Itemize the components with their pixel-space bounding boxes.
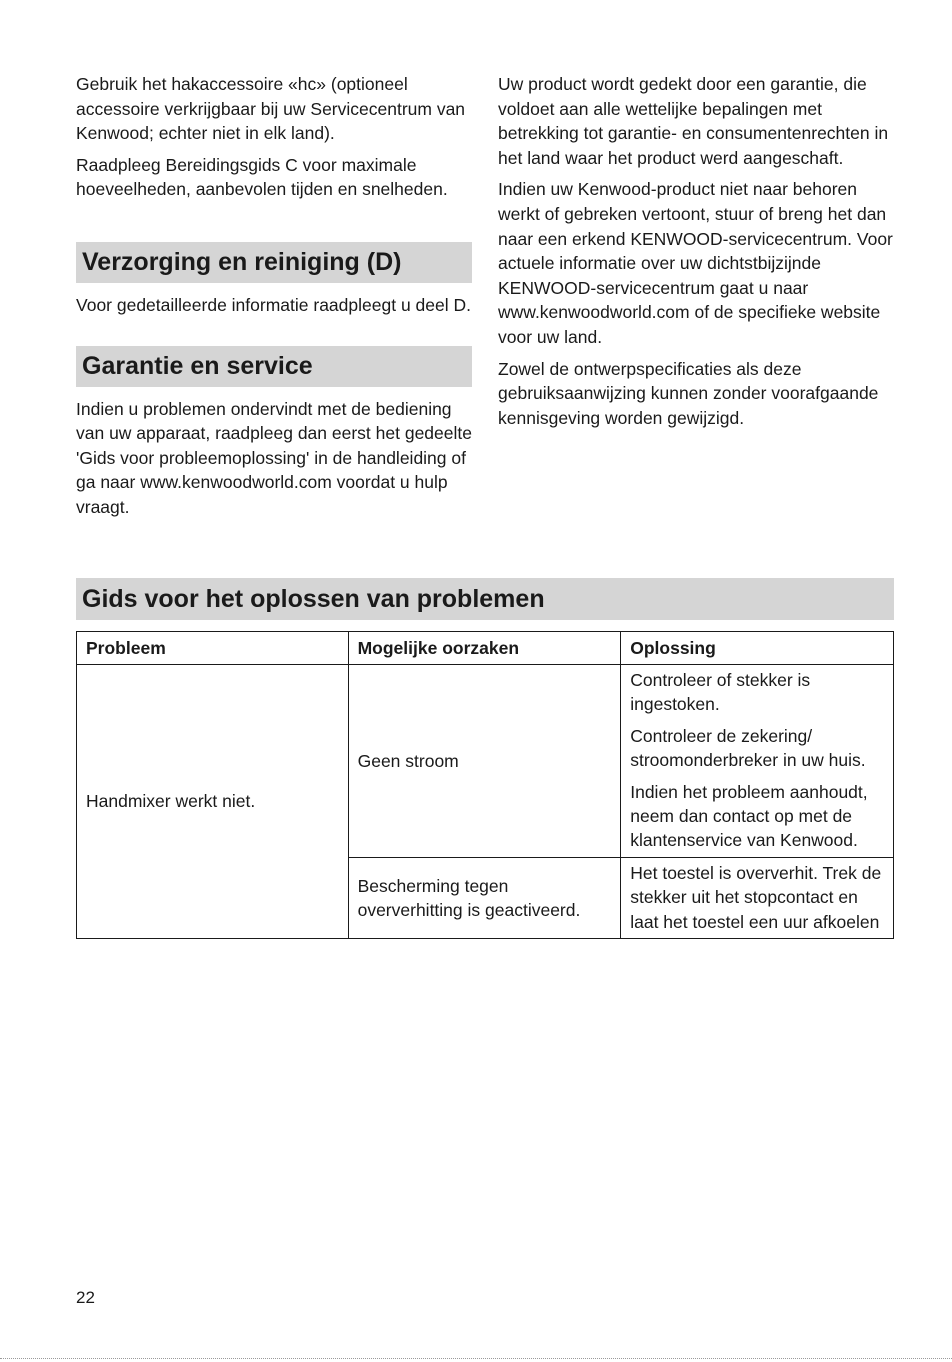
solution-text: Controleer de zekering/ stroomonderbreker in uw huis. <box>630 725 866 771</box>
warranty-text: Indien u problemen ondervindt met de bediening van uw apparaat, raadpleeg dan eerst het gedeelte 'Gids voor probleemoplossing' in de handleiding of ga naar www.kenwoodworld.com voordat u hulp vraagt. <box>76 398 472 517</box>
intro-paragraph: Raadpleeg Bereidingsgids C voor maximale hoeveelheden, aanbevolen tijden en snelheden. <box>76 154 448 200</box>
column-header-solution: Oplossing <box>621 632 894 665</box>
care-text: Voor gedetailleerde informatie raadpleegt u deel D. <box>76 294 471 315</box>
solution-text: Controleer of stekker is ingestoken. <box>630 670 811 715</box>
solution-cell <box>621 665 894 858</box>
left-column <box>76 72 472 527</box>
care-heading: Verzorging en reiniging (D) <box>76 242 472 283</box>
cause-cell: Bescherming tegen oververhitting is geactiveerd. <box>348 857 621 938</box>
page-number: 22 <box>76 1288 95 1307</box>
right-column <box>498 72 894 437</box>
troubleshooting-heading: Gids voor het oplossen van problemen <box>76 578 894 620</box>
solution-cell <box>621 857 894 938</box>
page-bottom-divider <box>0 1358 952 1359</box>
solution-text: Het toestel is oververhit. Trek de stekker uit het stopcontact en laat het toestel een uur afkoelen <box>630 862 882 932</box>
intro-paragraph: Gebruik het hakaccessoire «hc» (optioneel accessoire verkrijgbaar bij uw Servicecentrum van Kenwood; echter niet in elk land). <box>76 74 466 144</box>
column-header-problem: Probleem <box>77 632 349 665</box>
warranty-heading: Garantie en service <box>76 346 472 387</box>
cause-cell: Geen stroom <box>348 665 621 858</box>
troubleshooting-table <box>76 631 894 939</box>
warranty-paragraph: Indien uw Kenwood-product niet naar behoren werkt of gebreken vertoont, stuur of breng het dan naar een erkend KENWOOD-servicecentrum. Voor actuele informatie over uw dichtstbijzijnde KENWOOD-servicecentrum gaat u naar www.kenwoodworld.com of de specifieke website voor uw land. <box>498 179 893 347</box>
table-header-row <box>77 632 894 665</box>
warranty-paragraph: Zowel de ontwerpspecificaties als deze gebruiksaanwijzing kunnen zonder voorafgaande kennisgeving worden gewijzigd. <box>498 358 879 428</box>
warranty-paragraph: Uw product wordt gedekt door een garantie, die voldoet aan alle wettelijke bepalingen met betrekking tot garantie- en consumentenrechten in het land waar het product werd aangeschaft. <box>498 74 889 168</box>
column-header-causes: Mogelijke oorzaken <box>348 632 621 665</box>
solution-text: Indien het probleem aanhoudt, neem dan contact op met de klantenservice van Kenwood. <box>630 781 868 851</box>
table-row <box>77 665 894 858</box>
problem-cell: Handmixer werkt niet. <box>77 665 349 939</box>
